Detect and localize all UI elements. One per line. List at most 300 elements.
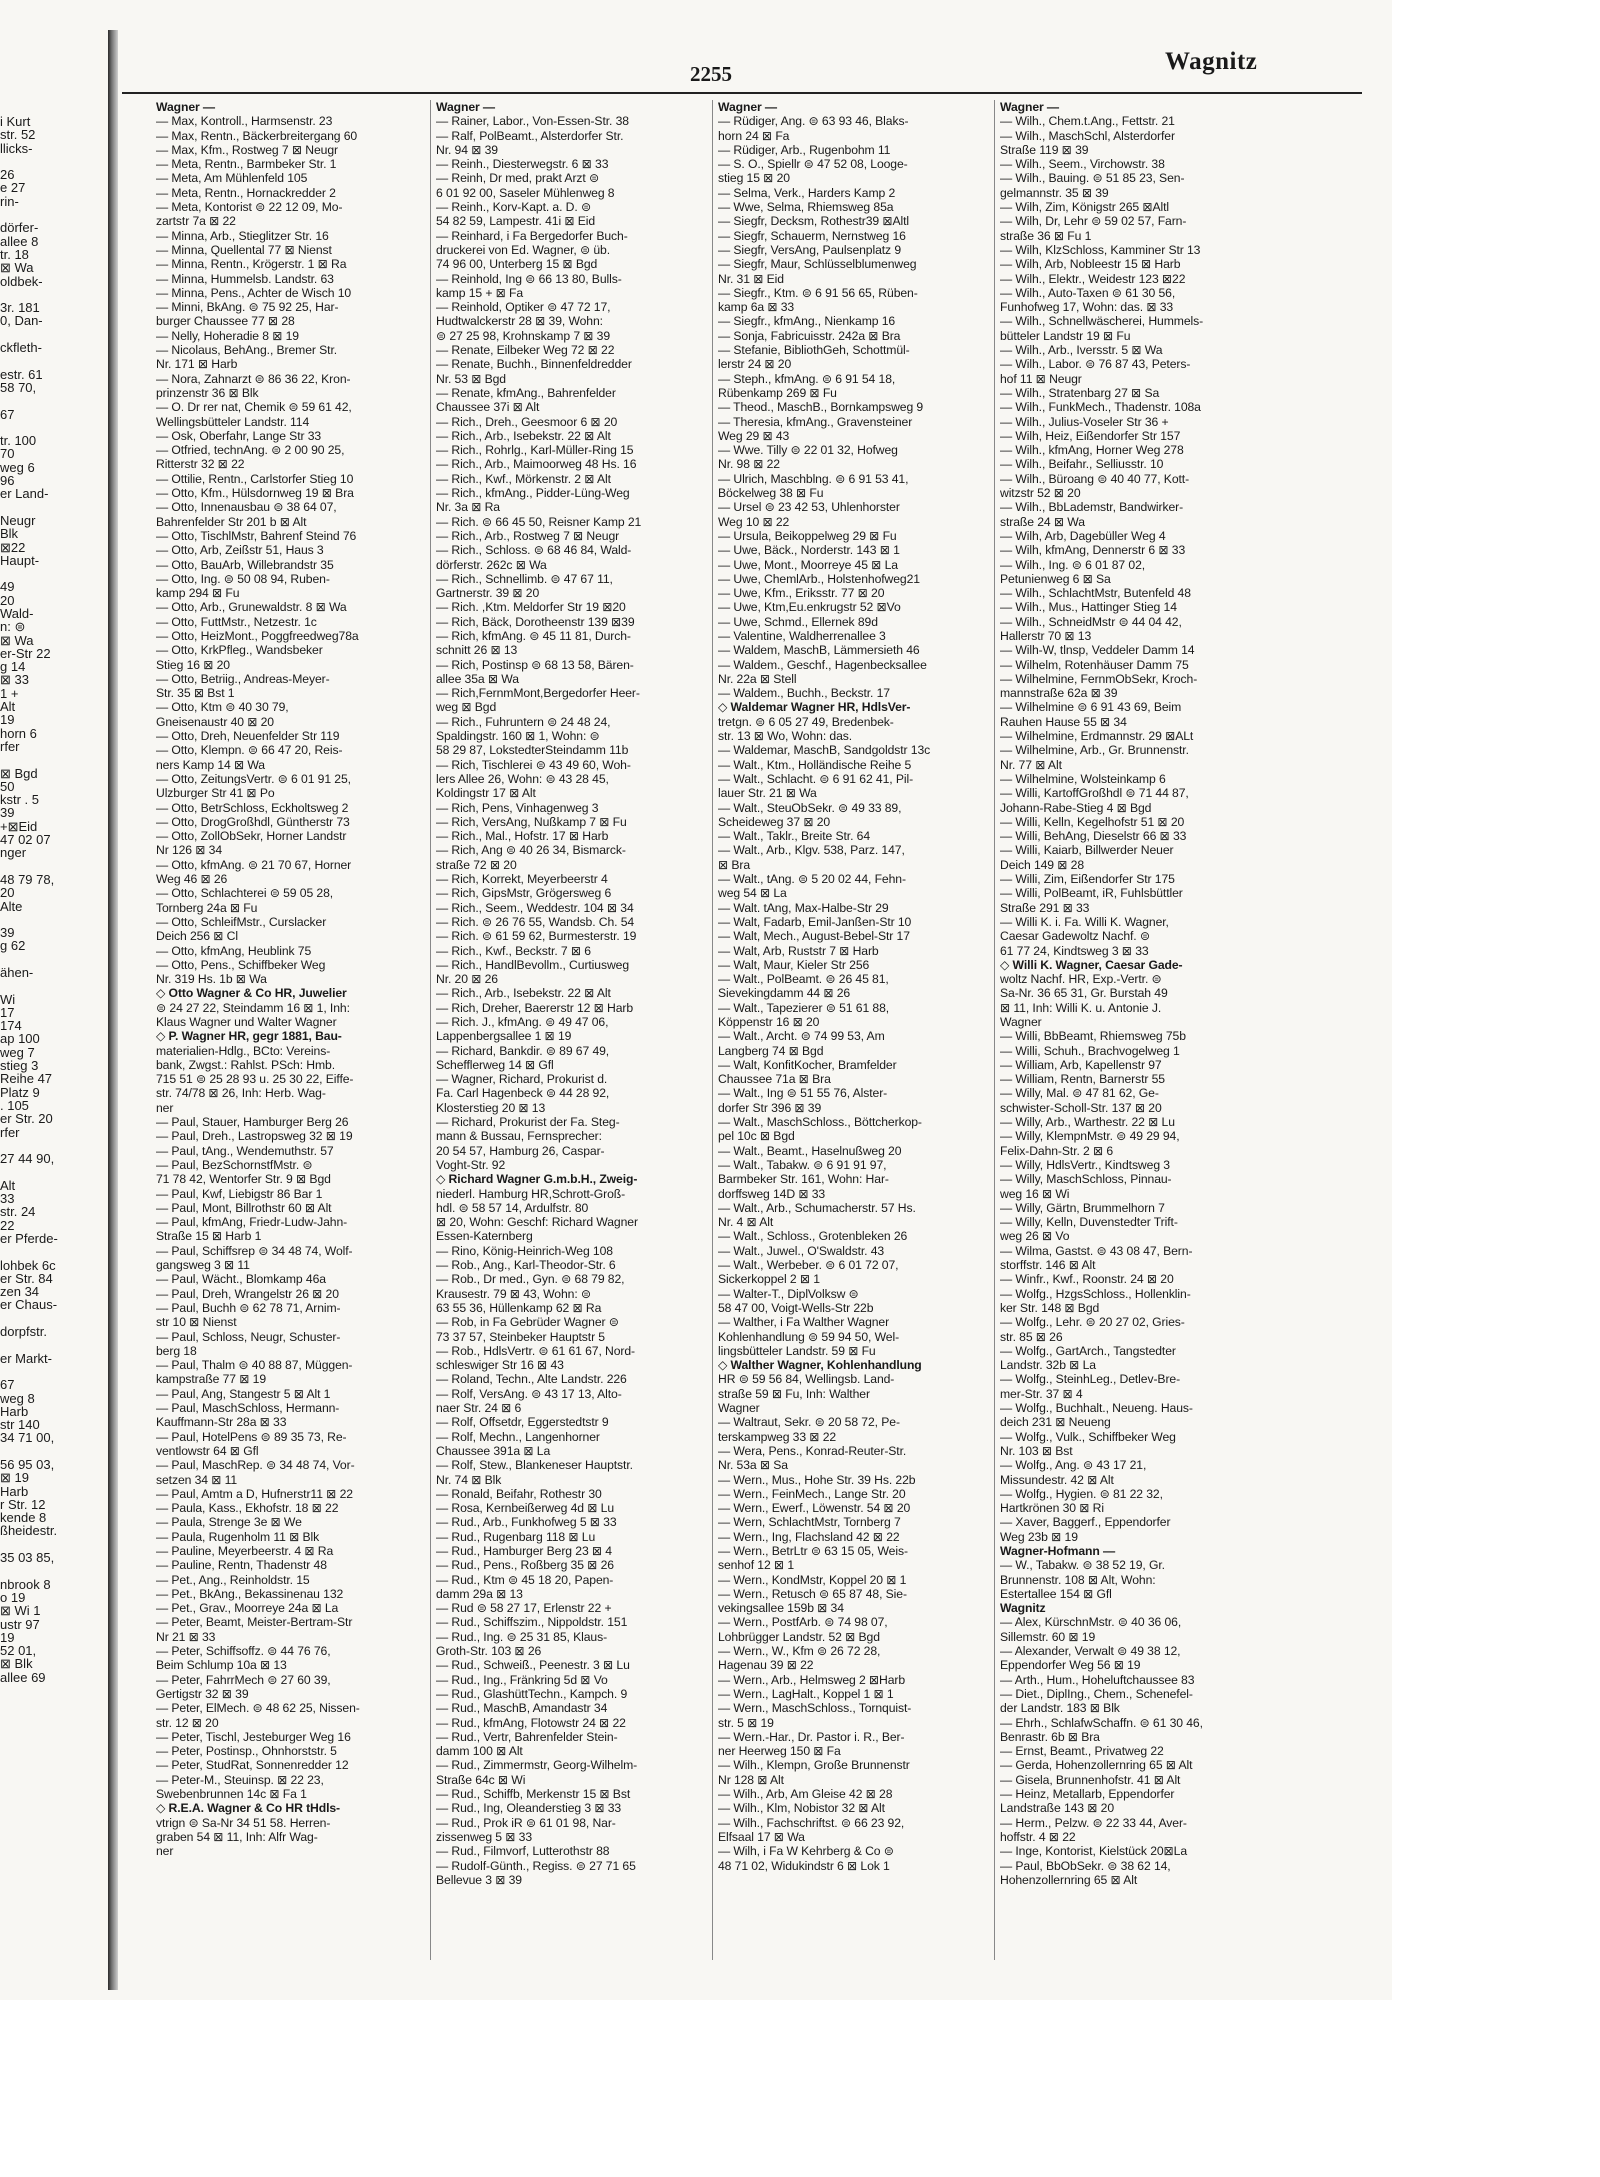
directory-entry-line: — Otto, kfmAng, Heublink 75 <box>156 943 312 958</box>
directory-entry-line: — Rud., Filmvorf, Lutterothstr 88 <box>436 1844 610 1859</box>
directory-entry-line: Krausestr. 79 ⊠ 43, Wohn: ⊜ <box>436 1286 592 1301</box>
fragment-line: ap 100 <box>0 1031 40 1047</box>
directory-entry-line: — Rud., Ktm ⊜ 45 18 20, Papen- <box>436 1572 614 1587</box>
directory-entry-line: — Wilh., Schnellwäscherei, Hummels- <box>1000 314 1204 329</box>
directory-entry-line: — Wilh, Heiz, Eißendorfer Str 157 <box>1000 428 1181 443</box>
directory-entry-line: — Rud., Pens., Roßberg 35 ⊠ 26 <box>436 1558 614 1573</box>
directory-entry-line: Straße 291 ⊠ 33 <box>1000 900 1090 915</box>
directory-entry-line: graben 54 ⊠ 11, Inh: Alfr Wag- <box>156 1829 318 1844</box>
directory-entry-line: str. 13 ⊠ Wo, Wohn: das. <box>718 729 853 744</box>
directory-entry-line: — Wilh., FunkMech., Thadenstr. 108a <box>1000 400 1201 415</box>
fragment-line: e 27 <box>0 180 26 196</box>
directory-entry-line: — Waldemar, MaschB, Sandgoldstr 13c <box>718 743 931 758</box>
directory-entry-line: 71 78 42, Wentorfer Str. 9 ⊠ Bgd <box>156 1172 331 1187</box>
directory-entry-line: Klosterstieg 20 ⊠ 13 <box>436 1100 546 1115</box>
directory-entry-line: Nr. 3a ⊠ Ra <box>436 500 500 515</box>
directory-entry-line: — Rainer, Labor., Von-Essen-Str. 38 <box>436 114 629 129</box>
directory-entry-line: — Ottilie, Rentn., Carlstorfer Stieg 10 <box>156 471 354 486</box>
directory-entry-line: — Otto, DrogGroßhdl, Güntherstr 73 <box>156 814 350 829</box>
directory-column-1 <box>156 100 426 1980</box>
fragment-line <box>0 1538 100 1551</box>
fragment-line: 34 71 00, <box>0 1430 55 1446</box>
directory-entry-line: — Renate, Eilbeker Weg 72 ⊠ 22 <box>436 343 615 358</box>
directory-entry-line: — Walt, Arb, Ruststr 7 ⊠ Harb <box>718 943 879 958</box>
directory-entry-line: ◇ P. Wagner HR, gegr 1881, Bau- <box>156 1029 342 1044</box>
directory-entry-line: Nr. 20 ⊠ 26 <box>436 972 498 987</box>
directory-entry-line: — Siegfr, Schauerm, Nernstweg 16 <box>718 228 906 243</box>
directory-entry-line: — Siegfr., Ktm. ⊜ 6 91 56 65, Rüben- <box>718 285 918 300</box>
directory-entry-line: — Rolf, Stew., Blankeneser Hauptstr. <box>436 1458 633 1473</box>
directory-entry-line: — Rob., Dr med., Gyn. ⊜ 68 79 82, <box>436 1272 625 1287</box>
directory-entry-line: Wagner <box>718 1401 760 1416</box>
directory-entry-line: — Wilma, Gastst. ⊜ 43 08 47, Bern- <box>1000 1243 1193 1258</box>
directory-entry-line: kampstraße 77 ⊠ 19 <box>156 1372 267 1387</box>
directory-entry-line: — Rich, VersAng, Nußkamp 7 ⊠ Fu <box>436 814 627 829</box>
directory-entry-line: — Rüdiger, Ang. ⊜ 63 93 46, Blaks- <box>718 114 909 129</box>
directory-entry-line: — Wern., BetrLtr ⊜ 63 15 05, Weis- <box>718 1543 908 1558</box>
directory-entry-line: — Wern., W., Kfm ⊜ 26 72 28, <box>718 1644 881 1659</box>
directory-entry-line: — Rich., Schloss. ⊜ 68 46 84, Wald- <box>436 543 632 558</box>
directory-entry-line: — Rob., Ang., Karl-Theodor-Str. 6 <box>436 1258 616 1273</box>
directory-entry-line: ⊠ 20, Wohn: Geschf: Richard Wagner <box>436 1215 638 1230</box>
directory-entry-line: straße 24 ⊠ Wa <box>1000 514 1085 529</box>
directory-entry-line: — Inge, Kontorist, Kielstück 20⊠La <box>1000 1844 1188 1859</box>
directory-entry-line: — Siegfr., kfmAng., Nienkamp 16 <box>718 314 896 329</box>
fragment-line: 47 02 07 <box>0 832 51 848</box>
directory-entry-line: materialien-Hdlg., BCto: Vereins- <box>156 1043 331 1058</box>
directory-entry-line: Deich 149 ⊠ 28 <box>1000 857 1085 872</box>
directory-entry-line: Funhofweg 17, Wohn: das. ⊠ 33 <box>1000 300 1174 315</box>
fragment-line: 20 <box>0 885 15 901</box>
directory-entry-line: — Reinh., Korv-Kapt. a. D. ⊜ <box>436 200 592 215</box>
directory-entry-line: Köppenstr 16 ⊠ 20 <box>718 1015 820 1029</box>
directory-entry-line: — Walt, KonfitKocher, Bramfelder <box>718 1057 897 1072</box>
directory-entry-line: — Max, Kontroll., Harmsenstr. 23 <box>156 114 333 129</box>
directory-entry-line: — Ulrich, Maschblng. ⊜ 6 91 53 41, <box>718 471 909 486</box>
directory-entry-line: — Meta, Rentn., Barmbeker Str. 1 <box>156 157 337 172</box>
directory-entry-line: — Rud., Hamburger Berg 23 ⊠ 4 <box>436 1543 612 1558</box>
directory-entry-line: — Rüdiger, Arb., Rugenbohm 11 <box>718 142 891 157</box>
directory-entry-line: — Rino, König-Heinrich-Weg 108 <box>436 1243 613 1258</box>
directory-entry-line: mann & Bussau, Fernsprecher: <box>436 1129 602 1144</box>
directory-entry-line: — Rud., GlashüttTechn., Kampch. 9 <box>436 1686 628 1701</box>
directory-entry-line: — Paul, Schloss, Neugr, Schuster- <box>156 1329 341 1344</box>
directory-entry-line: — Pet., BkAng., Bekassinenau 132 <box>156 1586 344 1601</box>
directory-entry-line: — Wilh., Klempn, Große Brunnenstr <box>718 1758 910 1773</box>
directory-entry-line: Weg 10 ⊠ 22 <box>718 514 790 529</box>
directory-entry-line: Chaussee 37i ⊠ Alt <box>436 400 540 415</box>
directory-entry-line: Sickerkoppel 2 ⊠ 1 <box>718 1272 820 1287</box>
fragment-line: Alt <box>0 1177 16 1193</box>
directory-entry-line: Nr. 319 Hs. 1b ⊠ Wa <box>156 972 267 987</box>
directory-entry-line: — Otto, BetrSchloss, Eckholtsweg 2 <box>156 800 349 815</box>
directory-entry-line: — Willy, MaschSchloss, Pinnau- <box>1000 1172 1172 1187</box>
directory-entry-line: senhof 12 ⊠ 1 <box>718 1558 794 1573</box>
directory-entry-line: — Rud., Rugenbarg 118 ⊠ Lu <box>436 1529 596 1544</box>
directory-entry-line: — Peter, FahrrMech ⊜ 27 60 39, <box>156 1672 331 1687</box>
directory-entry-line: — Wilh., Beifahr., Selliusstr. 10 <box>1000 457 1164 472</box>
fragment-line: g 62 <box>0 938 26 954</box>
fragment-line: 49 <box>0 579 15 595</box>
previous-page-fragment <box>0 115 100 1915</box>
directory-entry-line: — Minna, Hummelsb. Landstr. 63 <box>156 271 334 286</box>
fragment-line <box>0 328 100 341</box>
directory-entry-line: — Wern., Ewerf., Löwenstr. 54 ⊠ 20 <box>718 1501 911 1516</box>
directory-entry-line: — Wern., FeinMech., Lange Str. 20 <box>718 1486 906 1501</box>
directory-entry-line: Hartkrönen 30 ⊠ Ri <box>1000 1501 1104 1516</box>
directory-entry-line: — Roland, Techn., Alte Landstr. 226 <box>436 1372 627 1387</box>
directory-entry-line: Bellevue 3 ⊠ 39 <box>436 1872 522 1887</box>
directory-entry-line: — Rich, kfmAng. ⊜ 45 11 81, Durch- <box>436 628 631 643</box>
directory-entry-line: HR ⊜ 59 56 84, Wellingsb. Land- <box>718 1372 895 1387</box>
directory-entry-line: — Walt., Beamt., Haselnußweg 20 <box>718 1143 902 1158</box>
directory-entry-line: — Xaver, Baggerf., Eppendorfer <box>1000 1515 1171 1530</box>
directory-entry-line: — Pet., Ang., Reinholdstr. 15 <box>156 1572 310 1587</box>
fragment-line: 33 <box>0 1191 15 1207</box>
fragment-line: Blk <box>0 526 19 542</box>
directory-entry-line: Fa. Carl Hagenbeck ⊜ 44 28 92, <box>436 1086 610 1101</box>
directory-entry-line: — Paul, Dreh., Lastropsweg 32 ⊠ 19 <box>156 1129 353 1144</box>
directory-entry-line: — Renate, kfmAng., Bahrenfelder <box>436 385 616 400</box>
directory-entry-line: zartstr 7a ⊠ 22 <box>156 214 236 229</box>
directory-entry-line: 63 55 36, Hüllenkamp 62 ⊠ Ra <box>436 1300 602 1315</box>
directory-entry-line: — Otto, SchleifMstr., Curslacker <box>156 914 327 929</box>
directory-entry-line: weg ⊠ Bgd <box>436 700 497 715</box>
fragment-line: 35 03 85, <box>0 1550 55 1566</box>
directory-entry-line: Weg 29 ⊠ 43 <box>718 428 790 443</box>
directory-entry-line: — Rosa, Kernbeißerweg 4d ⊠ Lu <box>436 1501 615 1516</box>
directory-entry-line: — Rich., Dreh., Geesmoor 6 ⊠ 20 <box>436 414 618 429</box>
fragment-line: Platz 9 <box>0 1084 40 1100</box>
directory-entry-line: ner <box>156 1844 174 1859</box>
directory-entry-line: — Rich. ⊜ 26 76 55, Wandsb. Ch. 54 <box>436 914 635 929</box>
directory-entry-line: — Rud., Schweiß., Peenestr. 3 ⊠ Lu <box>436 1658 630 1673</box>
directory-entry-line: — Pauline, Meyerbeerstr. 4 ⊠ Ra <box>156 1543 334 1558</box>
directory-entry-line: — Wolfg., Hygien. ⊜ 81 22 32, <box>1000 1486 1163 1501</box>
directory-entry-line: — Otto, ZollObSekr, Horner Landstr <box>156 829 347 844</box>
directory-entry-line: — Meta, Am Mühlenfeld 105 <box>156 171 308 186</box>
fragment-line: ustr 97 <box>0 1616 40 1632</box>
directory-entry-line: — Paula, Rugenholm 11 ⊠ Blk <box>156 1529 320 1544</box>
directory-entry-line: — Walt., Arb., Schumacherstr. 57 Hs. <box>718 1200 916 1215</box>
directory-entry-line: Hagenau 39 ⊠ 22 <box>718 1658 814 1673</box>
directory-entry-line: — Ehrh., SchlafwSchaffn. ⊜ 61 30 46, <box>1000 1715 1203 1730</box>
directory-entry-line: witzstr 52 ⊠ 20 <box>1000 486 1081 501</box>
directory-entry-line: — Paul, kfmAng, Friedr-Ludw-Jahn- <box>156 1215 348 1230</box>
directory-entry-line: — Otto, kfmAng. ⊜ 21 70 67, Horner <box>156 857 352 872</box>
fragment-line: g 14 <box>0 659 26 675</box>
fragment-line: Reihe 47 <box>0 1071 53 1087</box>
column-divider <box>994 100 995 1960</box>
fragment-line: allee 8 <box>0 233 39 249</box>
fragment-line: ⊠ Wa <box>0 260 34 276</box>
fragment-line: 67 <box>0 406 15 422</box>
directory-entry-line: hof 11 ⊠ Neugr <box>1000 371 1082 386</box>
directory-entry-line: ⊠ Bra <box>718 857 751 872</box>
directory-entry-line: — Stefanie, BibliothGeh, Schottmül- <box>718 343 910 358</box>
directory-entry-line: — Siegfr, Maur, Schlüsselblumenweg <box>718 257 917 272</box>
directory-entry-line: — S. O., Spiellr ⊜ 47 52 08, Looge- <box>718 157 908 172</box>
directory-entry-line: ner <box>156 1100 174 1115</box>
directory-entry-line: schleswiger Str 16 ⊠ 43 <box>436 1358 564 1373</box>
fragment-line: er-Str 22 <box>0 645 51 661</box>
directory-entry-line: — Walt., Schlacht. ⊜ 6 91 62 41, Pil- <box>718 771 914 786</box>
directory-entry-line: — Otto, Schlachterei ⊜ 59 05 28, <box>156 886 334 901</box>
fragment-line: 70 <box>0 446 15 462</box>
directory-entry-line: — Waldem., Buchh., Beckstr. 17 <box>718 686 890 701</box>
page-number: 2255 <box>690 62 732 86</box>
directory-entry-line: horn 24 ⊠ Fa <box>718 128 790 143</box>
directory-entry-line: Weg 46 ⊠ 26 <box>156 872 228 887</box>
directory-entry-line: Hohenzollernring 65 ⊠ Alt <box>1000 1872 1138 1887</box>
directory-entry-line: — Wilh., Klm, Nobistor 32 ⊠ Alt <box>718 1801 885 1816</box>
directory-entry-line: — Minna, Rentn., Krögerstr. 1 ⊠ Ra <box>156 257 347 272</box>
directory-entry-line: — Ursel ⊜ 23 42 53, Uhlenhorster <box>718 500 900 515</box>
directory-entry-line: — Peter-M., Steuinsp. ⊠ 22 23, <box>156 1772 324 1787</box>
fragment-line <box>0 288 100 301</box>
fragment-line: +⊠Eid <box>0 818 38 834</box>
directory-entry-line: — Rud., Prok iR ⊜ 61 01 98, Nar- <box>436 1815 616 1830</box>
directory-entry-line: 61 77 24, Kindtsweg 3 ⊠ 33 <box>1000 943 1149 958</box>
directory-entry-line: Gertigstr 32 ⊠ 39 <box>156 1686 249 1701</box>
directory-entry-line: — Willi, PolBeamt, iR, Fuhlsbüttler <box>1000 886 1183 901</box>
directory-entry-line: — Valentine, Waldherrenallee 3 <box>718 628 886 643</box>
fragment-line: r Str. 12 <box>0 1496 46 1512</box>
header-rule <box>122 92 1362 94</box>
directory-entry-line: — Peter, Beamt, Meister-Bertram-Str <box>156 1615 353 1630</box>
directory-entry-line: 54 82 59, Lampestr. 41i ⊠ Eid <box>436 214 596 229</box>
directory-entry-line: — Uwe, Mont., Moorreye 45 ⊠ La <box>718 557 898 572</box>
directory-entry-line: dorffsweg 14D ⊠ 33 <box>718 1186 826 1201</box>
fragment-line: str 140 <box>0 1417 40 1433</box>
directory-entry-line: — Wilh., Büroang ⊜ 40 40 77, Kott- <box>1000 471 1190 486</box>
fragment-line: er Pferde- <box>0 1230 58 1246</box>
directory-entry-line: — Rich., Seem., Weddestr. 104 ⊠ 34 <box>436 900 634 915</box>
fragment-line: stieg 3 <box>0 1058 39 1074</box>
directory-entry-line: — Peter, ElMech. ⊜ 48 62 25, Nissen- <box>156 1701 360 1716</box>
fragment-line: Harb <box>0 1483 29 1499</box>
directory-entry-line: — Wilh., Chem.t.Ang., Fettstr. 21 <box>1000 114 1175 129</box>
directory-entry-line: schnitt 26 ⊠ 13 <box>436 643 518 658</box>
directory-entry-line: Tornberg 24a ⊠ Fu <box>156 900 258 915</box>
fragment-line: er Str. 20 <box>0 1111 53 1127</box>
directory-entry-line: — Wolfg., Ang. ⊜ 43 17 21, <box>1000 1458 1147 1473</box>
directory-entry-line: — Wolfg., SteinhLeg., Detlev-Bre- <box>1000 1372 1181 1387</box>
fragment-line: 58 70, <box>0 379 37 395</box>
directory-entry-line: — Ronald, Beifahr, Rothestr 30 <box>436 1486 602 1501</box>
directory-entry-line: — Walt., Archt. ⊜ 74 99 53, Am <box>718 1029 885 1044</box>
directory-entry-line: — Siegfr, Decksm, Rothestr39 ⊠Altl <box>718 214 910 229</box>
directory-entry-line: Nr. 53a ⊠ Sa <box>718 1458 788 1473</box>
directory-entry-line: — Rud., MaschB, Amandastr 34 <box>436 1701 608 1716</box>
directory-entry-line: Nr 21 ⊠ 33 <box>156 1629 216 1644</box>
directory-entry-line: Spaldingstr. 160 ⊠ 1, Wohn: ⊜ <box>436 729 600 744</box>
directory-entry-line: storffstr. 146 ⊠ Alt <box>1000 1258 1096 1273</box>
directory-entry-line: — Osk, Oberfahr, Lange Str 33 <box>156 428 322 443</box>
directory-entry-line: stieg 15 ⊠ 20 <box>718 171 790 186</box>
directory-entry-line: — Wilh., Seem., Virchowstr. 38 <box>1000 157 1165 172</box>
directory-entry-line: — Rich., Arb., Maimoorweg 48 Hs. 16 <box>436 457 637 472</box>
directory-entry-line: — Sonja, Fabricuisstr. 242a ⊠ Bra <box>718 328 901 343</box>
directory-entry-line: straße 72 ⊠ 20 <box>436 857 517 872</box>
directory-entry-line: — Wern., LagHalt., Koppel 1 ⊠ 1 <box>718 1686 894 1701</box>
directory-entry-line: — Wern., Retusch ⊜ 65 87 48, Sie- <box>718 1586 907 1601</box>
directory-entry-line: — Rich, GipsMstr, Grögersweg 6 <box>436 886 612 901</box>
directory-entry-line: 20 54 57, Hamburg 26, Caspar- <box>436 1143 605 1158</box>
directory-entry-line: — Rich., Fuhruntern ⊜ 24 48 24, <box>436 714 611 729</box>
fragment-line: 20 <box>0 592 15 608</box>
directory-entry-line: hoffstr. 4 ⊠ 22 <box>1000 1829 1076 1844</box>
directory-entry-line: Nr 128 ⊠ Alt <box>718 1772 784 1787</box>
directory-entry-line: Ritterstr 32 ⊠ 22 <box>156 457 245 472</box>
directory-entry-line: ner Heerweg 150 ⊠ Fa <box>718 1744 841 1759</box>
directory-entry-line: — Rich., Kwf., Beckstr. 7 ⊠ 6 <box>436 943 591 958</box>
directory-entry-line: — Wilhelm, Rotenhäuser Damm 75 <box>1000 657 1189 672</box>
directory-entry-line: ◇ R.E.A. Wagner & Co HR tHdls- <box>156 1801 340 1816</box>
directory-entry-line: — Wilhelmine, FernmObSekr, Kroch- <box>1000 671 1198 686</box>
directory-entry-line: — Wern., PostfArb. ⊜ 74 98 07, <box>718 1615 888 1630</box>
directory-entry-line: — Wwe. Tilly ⊜ 22 01 32, Hofweg <box>718 443 898 458</box>
directory-entry-line: Wellingsbütteler Landstr. 114 <box>156 414 310 429</box>
directory-entry-line: gangsweg 3 ⊠ 11 <box>156 1258 250 1273</box>
fragment-line: 22 <box>0 1217 15 1233</box>
fragment-line: Haupt- <box>0 552 40 568</box>
directory-entry-line: — Rud., Arb., Funkhofweg 5 ⊠ 33 <box>436 1515 617 1530</box>
directory-entry-line: Landstraße 143 ⊠ 20 <box>1000 1801 1115 1816</box>
directory-entry-line: — Rich. ⊜ 61 59 62, Burmesterstr. 19 <box>436 929 637 944</box>
fragment-line <box>0 354 100 367</box>
directory-entry-line: gelmannstr. 35 ⊠ 39 <box>1000 185 1109 200</box>
directory-entry-line: — Walt., MaschSchloss., Böttcherkop- <box>718 1115 922 1130</box>
directory-entry-line: — Paul, HotelPens ⊜ 89 35 73, Re- <box>156 1429 347 1444</box>
directory-entry-line: — Wilh., MaschSchl, Alsterdorfer <box>1000 128 1175 143</box>
directory-entry-line: Wagner-Hofmann — <box>1000 1543 1116 1558</box>
directory-entry-line: — Rich., HandlBevollm., Curtiusweg <box>436 957 630 972</box>
directory-entry-line: — Paul, MaschSchloss, Hermann- <box>156 1401 340 1416</box>
directory-entry-line: 58 29 87, LokstedterSteindamm 11b <box>436 743 629 758</box>
directory-entry-line: — Walt., PolBeamt. ⊜ 26 45 81, <box>718 972 889 987</box>
directory-entry-line: ners Kamp 14 ⊠ Wa <box>156 757 265 772</box>
directory-entry-line: — Wilh., Auto-Taxen ⊜ 61 30 56, <box>1000 285 1176 300</box>
directory-entry-line: 48 71 02, Widukindstr 6 ⊠ Lok 1 <box>718 1858 890 1873</box>
fragment-line: Wi <box>0 991 16 1007</box>
directory-entry-line: hdl. ⊜ 58 57 14, Ardulfstr. 80 <box>436 1200 589 1215</box>
directory-entry-line: Nr. 94 ⊠ 39 <box>436 142 498 157</box>
fragment-line: ⊠ Wi 1 <box>0 1603 41 1619</box>
directory-entry-line: — Peter, StudRat, Sonnenredder 12 <box>156 1758 349 1773</box>
directory-entry-line: pel 10c ⊠ Bgd <box>718 1129 795 1144</box>
directory-entry-line: — Walt., Werbeber. ⊜ 6 01 72 07, <box>718 1258 899 1273</box>
fragment-line <box>0 1365 100 1378</box>
directory-entry-line: Wagner — <box>436 100 496 114</box>
directory-entry-line: — Rich. ⊜ 66 45 50, Reisner Kamp 21 <box>436 514 642 529</box>
directory-entry-line: — Otfried, technAng. ⊜ 2 00 90 25, <box>156 443 345 458</box>
fragment-line: estr. 61 <box>0 366 43 382</box>
fragment-line: ⊠ Blk <box>0 1656 33 1672</box>
directory-entry-line: Rübenkamp 269 ⊠ Fu <box>718 385 837 400</box>
directory-entry-line: — Wilh, i Fa W Kehrberg & Co ⊜ <box>718 1844 894 1859</box>
directory-entry-line: — Rolf, Mechn., Langenhorner <box>436 1429 600 1444</box>
directory-entry-line: — Walt. tAng, Max-Halbe-Str 29 <box>718 900 889 915</box>
directory-entry-line: damm 100 ⊠ Alt <box>436 1744 523 1759</box>
directory-entry-line: Brunnenstr. 108 ⊠ Alt, Wohn: <box>1000 1572 1156 1587</box>
directory-entry-line: Essen-Katernberg <box>436 1229 533 1244</box>
directory-entry-line: — Peter, Postinsp., Ohnhorststr. 5 <box>156 1744 337 1759</box>
fragment-line: 50 <box>0 778 15 794</box>
fragment-line <box>0 394 100 407</box>
directory-entry-line: — Pet., Grav., Moorreye 24a ⊠ La <box>156 1601 339 1616</box>
directory-entry-line: — Willi, BehAng, Dieselstr 66 ⊠ 33 <box>1000 829 1187 844</box>
directory-entry-line: ⊜ 24 27 22, Steindamm 16 ⊠ 1, Inh: <box>156 1000 350 1015</box>
directory-entry-line: — Rich, Ang ⊜ 40 26 34, Bismarck- <box>436 843 626 858</box>
directory-entry-line: ⊠ 11, Inh: Willi K. u. Antonie J. <box>1000 1000 1162 1015</box>
directory-entry-line: — Uwe, Kfm., Eriksstr. 77 ⊠ 20 <box>718 586 885 601</box>
directory-entry-line: — Rich, Pens, Vinhagenweg 3 <box>436 800 599 815</box>
directory-entry-line: — Waltraut, Sekr. ⊜ 20 58 72, Pe- <box>718 1415 900 1430</box>
directory-entry-line: Str. 35 ⊠ Bst 1 <box>156 686 235 701</box>
directory-entry-line: Lappenbergsallee 1 ⊠ 19 <box>436 1029 572 1044</box>
directory-entry-line: Nr. 74 ⊠ Blk <box>436 1472 502 1487</box>
fragment-line: 19 <box>0 712 15 728</box>
directory-entry-line: — Waldem, MaschB, Lämmersieth 46 <box>718 643 920 658</box>
directory-entry-line: str 10 ⊠ Nienst <box>156 1315 237 1330</box>
directory-entry-line: — Wilh, KlzSchloss, Kamminer Str 13 <box>1000 242 1201 257</box>
directory-entry-line: — Otto, HeizMont., Poggfreedweg78a <box>156 628 359 643</box>
directory-entry-line: Hudtwalckerstr 28 ⊠ 39, Wohn: <box>436 314 603 329</box>
directory-entry-line: Chaussee 391a ⊠ La <box>436 1443 551 1458</box>
directory-entry-line: — Wern, SchlachtMstr, Tornberg 7 <box>718 1515 901 1530</box>
directory-entry-line: weg 26 ⊠ Vo <box>1000 1229 1070 1244</box>
directory-entry-line: — Willi, BbBeamt, Rhiemsweg 75b <box>1000 1029 1186 1044</box>
directory-entry-line: Wagner — <box>718 100 778 114</box>
fragment-line: weg 8 <box>0 1390 35 1406</box>
directory-entry-line: terskampweg 33 ⊠ 22 <box>718 1429 837 1444</box>
fragment-line: 52 01, <box>0 1643 37 1659</box>
directory-entry-line: lingsbütteler Landstr. 59 ⊠ Fu <box>718 1343 876 1358</box>
directory-entry-line: — Otto, FuttMstr., Netzestr. 1c <box>156 614 317 629</box>
directory-entry-line: Barmbeker Str. 161, Wohn: Har- <box>718 1172 889 1187</box>
book-gutter-shadow <box>108 30 118 1990</box>
directory-entry-line: — Theod., MaschB., Bornkampsweg 9 <box>718 400 924 415</box>
directory-entry-line: — Rud., Schiffszim., Nippoldstr. 151 <box>436 1615 628 1630</box>
directory-entry-line: — Rich,FernmMont,Bergedorfer Heer- <box>436 686 640 701</box>
directory-entry-line: straße 36 ⊠ Fu 1 <box>1000 228 1092 243</box>
scan-margin <box>1392 0 1600 2177</box>
directory-entry-line: — Otto, Betriig., Andreas-Meyer- <box>156 671 330 686</box>
directory-entry-line: kamp 294 ⊠ Fu <box>156 586 240 601</box>
directory-entry-line: — Wwe, Selma, Rhiemsweg 85a <box>718 200 894 215</box>
directory-entry-line: 58 47 00, Voigt-Wells-Str 22b <box>718 1300 874 1315</box>
directory-entry-line: Gartnerstr. 39 ⊠ 20 <box>436 586 540 601</box>
directory-entry-line: setzen 34 ⊠ 11 <box>156 1472 238 1487</box>
directory-entry-line: — Diet., DiplIng., Chem., Schenefel- <box>1000 1686 1193 1701</box>
directory-entry-line: — Alex, KürschnMstr. ⊜ 40 36 06, <box>1000 1615 1182 1630</box>
directory-entry-line: — Rich. ,Ktm. Meldorfer Str 19 ⊠20 <box>436 600 626 615</box>
directory-entry-line: — Otto, Arb, Zeißstr 51, Haus 3 <box>156 543 324 558</box>
directory-entry-line: Wagnitz <box>1000 1601 1046 1616</box>
fragment-line: ⊠ Wa <box>0 632 34 648</box>
fragment-line: o 19 <box>0 1589 26 1605</box>
directory-entry-line: — Rich., Schnellimb. ⊜ 47 67 11, <box>436 571 613 586</box>
directory-entry-line: — Willy, Mal. ⊜ 47 81 62, Ge- <box>1000 1086 1159 1101</box>
directory-entry-line: ⊜ 27 25 98, Krohnskamp 7 ⊠ 39 <box>436 328 611 343</box>
directory-entry-line: — Rud., Schiffb, Merkenstr 15 ⊠ Bst <box>436 1787 631 1802</box>
directory-entry-line: — Gerda, Hohenzollernring 65 ⊠ Alt <box>1000 1758 1193 1773</box>
column-divider <box>430 100 431 1960</box>
directory-entry-line: str. 74/78 ⊠ 26, Inh: Herb. Wag- <box>156 1086 326 1101</box>
fragment-line <box>0 979 100 992</box>
directory-entry-line: — Willi, KartoffGroßhdl ⊜ 71 44 87, <box>1000 786 1189 801</box>
